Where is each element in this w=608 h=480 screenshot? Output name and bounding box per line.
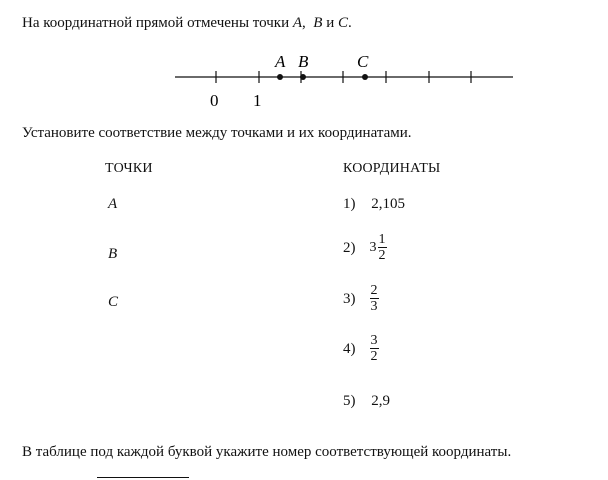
option-3-number: 3) [343,290,356,307]
intro-point-b: B [313,15,323,31]
option-1-value: 2,105 [371,196,405,212]
intro-text: На координатной прямой отмечены точки A, B и C. [22,15,352,31]
option-3-fraction [370,283,379,314]
option-2-numerator: 1 [378,232,386,247]
option-4-denominator: 2 [370,349,378,364]
table-point-c: C [108,294,119,310]
coordinate-option-2 [343,232,387,263]
coordinate-option-3 [343,283,379,314]
tick-label-1: 1 [253,91,262,110]
intro-point-c: C [337,15,348,31]
instruction-text: Установите соответствие между точками и их координатами. [22,125,412,141]
option-2-whole: 3 [369,239,377,255]
option-4-numerator: 3 [370,333,378,348]
table-point-b: B [108,246,118,262]
points-header: ТОЧКИ [105,161,153,176]
table-point-a: A [108,196,118,212]
coordinates-header: КООРДИНАТЫ [343,161,441,176]
option-1-number: 1) [343,196,356,212]
point-c-label: C [357,52,369,71]
answer-table-edge [97,477,189,478]
option-3-numerator: 2 [370,283,378,298]
intro-conj: и [326,15,335,31]
coordinate-option-5 [343,392,390,410]
coordinate-option-4 [343,333,379,364]
option-2-denominator: 2 [378,248,386,263]
point-a-label: A [275,52,286,71]
point-b-label: B [298,52,309,71]
option-4-number: 4) [343,340,356,357]
option-2-value [370,232,387,263]
footer-text: В таблице под каждой буквой укажите номер соответствующей координаты. [22,444,512,460]
option-2-fraction [378,232,387,263]
option-5-value: 2,9 [371,393,390,409]
point-a-dot [277,74,283,80]
option-5-number: 5) [343,393,356,409]
coordinate-option-1 [343,195,405,213]
option-4-fraction [370,333,379,364]
option-3-denominator: 3 [370,299,378,314]
point-c-dot [362,74,368,80]
option-2-number: 2) [343,239,356,256]
tick-label-0: 0 [210,91,219,110]
intro-prefix: На координатной прямой отмечены точки [22,15,293,31]
intro-point-a: A [292,15,303,31]
point-b-dot [300,74,306,80]
